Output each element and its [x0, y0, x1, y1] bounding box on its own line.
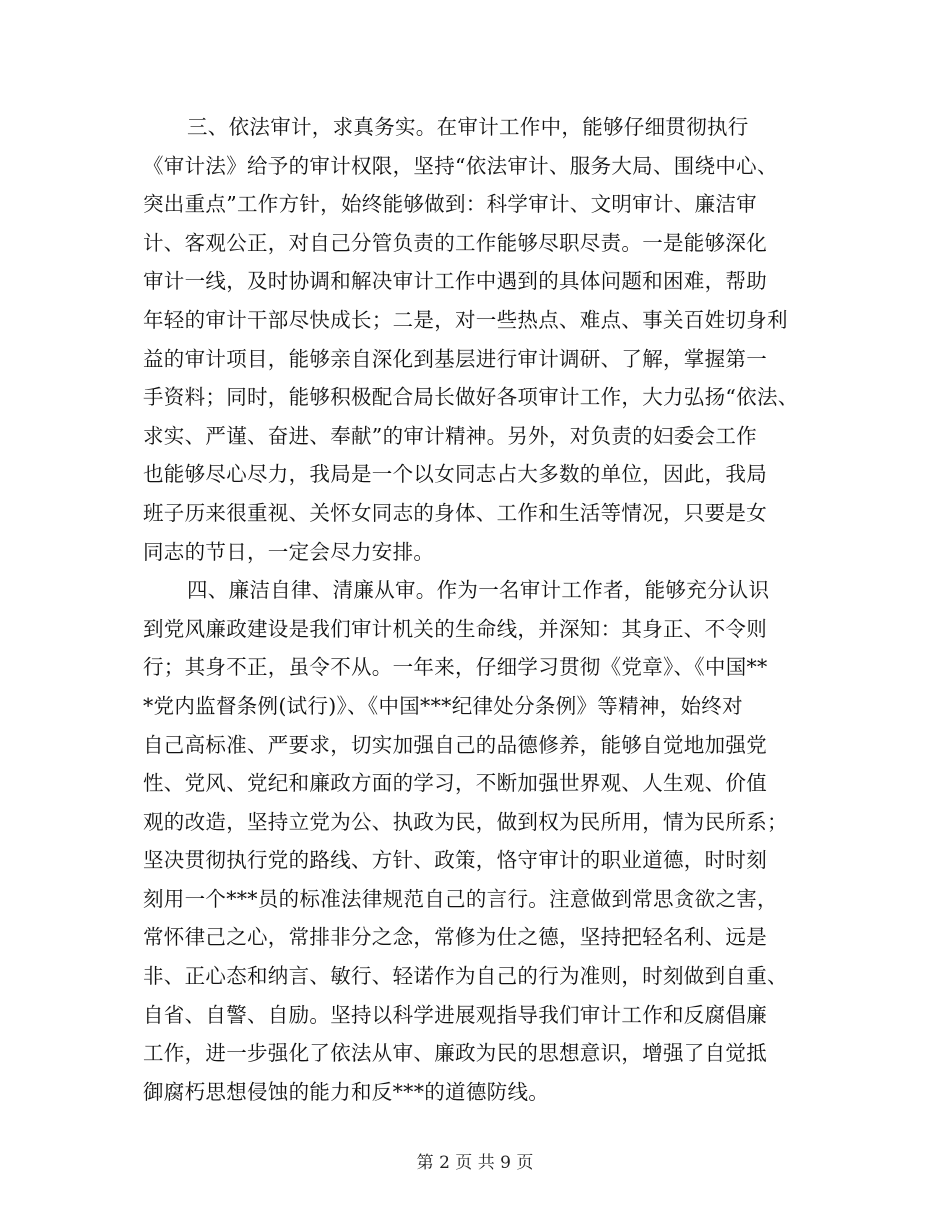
text-line: 四、廉洁自律、清廉从审。作为一名审计工作者，能够充分认识: [187, 578, 770, 603]
text-line: 工作，进一步强化了依法从审、廉政为民的思想意识，增强了自觉抵: [143, 1041, 767, 1066]
text-line: 《审计法》给予的审计权限，坚持“依法审计、服务大局、围绕中心、: [143, 153, 778, 178]
text-line: 班子历来很重视、关怀女同志的身体、工作和生活等情况，只要是女: [143, 500, 767, 525]
text-line: 刻用一个***员的标准法律规范自己的言行。注意做到常思贪欲之害，: [143, 886, 778, 911]
text-line: 年轻的审计干部尽快成长；二是，对一些热点、难点、事关百姓切身利: [143, 307, 788, 332]
paragraph-section-four: [143, 571, 805, 1111]
text-line: 自省、自警、自励。坚持以科学进展观指导我们审计工作和反腐倡廉: [143, 1002, 767, 1027]
text-line: 同志的节日，一定会尽力安排。: [143, 539, 435, 564]
text-line: 求实、严谨、奋进、奉献”的审计精神。另外，对负责的妇委会工作: [143, 423, 757, 448]
text-line: 行；其身不正，虽令不从。一年来，仔细学习贯彻《党章》、《中国**: [143, 655, 768, 680]
document-body: [143, 108, 805, 1111]
text-line: 审计一线，及时协调和解决审计工作中遇到的具体问题和困难，帮助: [143, 269, 767, 294]
text-line: 观的改造，坚持立党为公、执政为民，做到权为民所用，情为民所系；: [143, 809, 788, 834]
text-line: 也能够尽心尽力，我局是一个以女同志占大多数的单位，因此，我局: [143, 462, 767, 487]
text-line: 御腐朽思想侵蚀的能力和反***的道德防线。: [143, 1079, 550, 1104]
text-line: 自己高标准、严要求，切实加强自己的品德修养，能够自觉地加强党: [143, 732, 767, 757]
text-line: 非、正心态和纳言、敏行、轻诺作为自己的行为准则，时刻做到自重、: [143, 964, 788, 989]
text-line: 计、客观公正，对自己分管负责的工作能够尽职尽责。一是能够深化: [143, 230, 767, 255]
text-line: *党内监督条例(试行)》、《中国***纪律处分条例》等精神，始终对: [143, 693, 743, 718]
text-line: 常怀律己之心，常排非分之念，常修为仕之德，坚持把轻名利、远是: [143, 925, 767, 950]
text-line: 三、依法审计，求真务实。在审计工作中，能够仔细贯彻执行: [187, 115, 749, 139]
text-line: 性、党风、党纪和廉政方面的学习，不断加强世界观、人生观、价值: [143, 771, 767, 796]
page-number-footer: 第 2 页 共 9 页: [416, 1153, 534, 1173]
text-line: 益的审计项目，能够亲自深化到基层进行审计调研、了解，掌握第一: [143, 346, 767, 371]
text-line: 手资料；同时，能够积极配合局长做好各项审计工作，大力弘扬“依法、: [143, 385, 799, 410]
text-line: 到党风廉政建设是我们审计机关的生命线，并深知：其身正、不令则: [143, 616, 767, 641]
text-line: 坚决贯彻执行党的路线、方针、政策，恪守审计的职业道德，时时刻: [143, 848, 767, 873]
text-line: 突出重点”工作方针，始终能够做到：科学审计、文明审计、廉洁审: [143, 192, 757, 217]
paragraph-section-three: [143, 108, 805, 571]
